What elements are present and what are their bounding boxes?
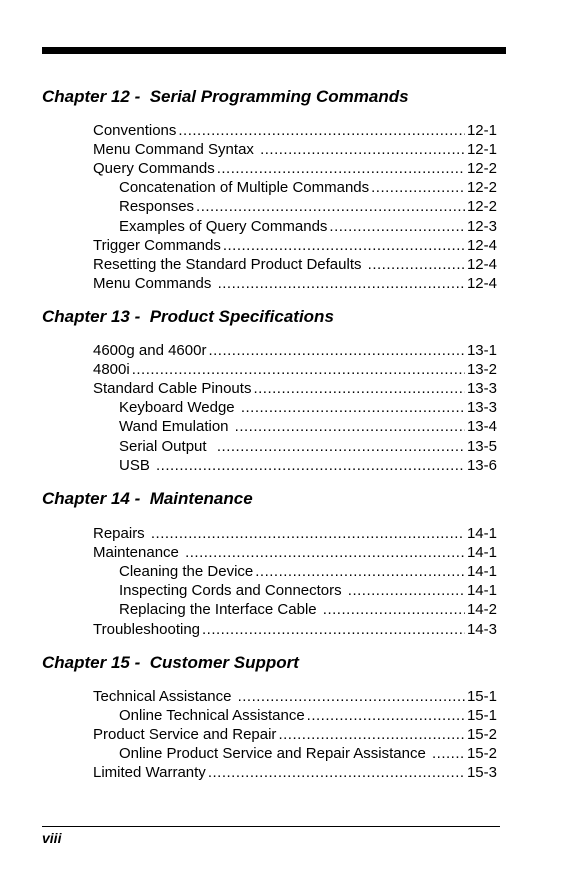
toc-entry-page: 13-6 (466, 457, 497, 474)
toc-entry-page: 13-1 (466, 342, 497, 359)
toc-entry-title: Product Service and Repair (93, 726, 277, 743)
toc-entry[interactable] (119, 744, 497, 763)
toc-entry-page: 12-1 (466, 141, 497, 158)
dot-leader (307, 706, 465, 725)
toc-entry-page: 15-3 (466, 764, 497, 781)
toc-entry-title: Keyboard Wedge (119, 399, 239, 416)
toc-entry[interactable] (93, 159, 497, 178)
toc-entry-page: 15-1 (466, 688, 497, 705)
dot-leader (260, 140, 465, 159)
toc-entry[interactable] (119, 178, 497, 197)
dot-leader (208, 763, 465, 782)
dot-leader (235, 417, 465, 436)
toc-entry-page: 12-4 (466, 275, 497, 292)
dot-leader (238, 687, 465, 706)
dot-leader (218, 274, 465, 293)
toc-entry-page: 12-2 (466, 179, 497, 196)
dot-leader (196, 197, 465, 216)
toc-entry[interactable] (93, 341, 497, 360)
toc-entry-page: 13-5 (466, 438, 497, 455)
toc-entry-title: Responses (119, 198, 195, 215)
dot-leader (178, 121, 465, 140)
toc-entry-title: Limited Warranty (93, 764, 206, 781)
toc-entry[interactable] (119, 217, 497, 236)
toc-entry-title: Menu Command Syntax (93, 141, 259, 158)
toc-entry-title: Cleaning the Device (119, 563, 254, 580)
dot-leader (223, 236, 465, 255)
dot-leader (432, 744, 465, 763)
toc-entry-title: Online Technical Assistance (119, 707, 305, 724)
toc-entry-title: Troubleshooting (93, 621, 201, 638)
toc-entry[interactable] (119, 600, 497, 619)
dot-leader (323, 600, 465, 619)
toc-entry-title: Replacing the Interface Cable (119, 601, 321, 618)
toc-entry[interactable] (93, 524, 497, 543)
toc-entry[interactable] (93, 121, 497, 140)
dot-leader (151, 524, 465, 543)
toc-entry-page: 12-4 (466, 256, 497, 273)
chapter-heading: Chapter 12 - Serial Programming Commands (42, 87, 409, 106)
toc-entry-title: 4600g and 4600r (93, 342, 207, 359)
toc-entry-page: 14-1 (466, 563, 497, 580)
toc-entry[interactable] (93, 236, 497, 255)
dot-leader (371, 178, 465, 197)
dot-leader (368, 255, 465, 274)
dot-leader (217, 437, 465, 456)
toc-entry-title: Trigger Commands (93, 237, 221, 254)
toc-entry[interactable] (93, 140, 497, 159)
toc-entry-title: Conventions (93, 122, 177, 139)
toc-entry[interactable] (93, 274, 497, 293)
dot-leader (329, 217, 465, 236)
toc-entry-title: Query Commands (93, 160, 215, 177)
toc-entry-title: USB (119, 457, 155, 474)
chapter-heading: Chapter 15 - Customer Support (42, 653, 299, 672)
toc-entry[interactable] (119, 197, 497, 216)
dot-leader (278, 725, 465, 744)
toc-entry[interactable] (119, 706, 497, 725)
dot-leader (241, 398, 465, 417)
dot-leader (217, 159, 465, 178)
toc-entry-page: 13-3 (466, 399, 497, 416)
toc-entry-title: Resetting the Standard Product Defaults (93, 256, 366, 273)
chapter-heading: Chapter 13 - Product Specifications (42, 307, 334, 326)
toc-entry[interactable] (119, 417, 497, 436)
footer-rule (42, 826, 500, 827)
header-rule (42, 47, 506, 54)
toc-entry-page: 14-1 (466, 544, 497, 561)
toc-entry-page: 15-2 (466, 726, 497, 743)
toc-entry[interactable] (93, 763, 497, 782)
toc-entry[interactable] (93, 360, 497, 379)
toc-entry[interactable] (119, 437, 497, 456)
page-number: viii (42, 830, 62, 846)
toc-entry-title: 4800i (93, 361, 130, 378)
dot-leader (202, 620, 465, 639)
toc-entry-page: 12-1 (466, 122, 497, 139)
toc-entry-title: Inspecting Cords and Connectors (119, 582, 346, 599)
chapter-heading: Chapter 14 - Maintenance (42, 489, 253, 508)
dot-leader (132, 360, 465, 379)
toc-entry[interactable] (93, 379, 497, 398)
dot-leader (156, 456, 465, 475)
toc-entry-title: Examples of Query Commands (119, 218, 328, 235)
toc-entry-title: Concatenation of Multiple Commands (119, 179, 370, 196)
toc-entry-page: 15-1 (466, 707, 497, 724)
toc-entry[interactable] (93, 543, 497, 562)
dot-leader (185, 543, 465, 562)
toc-entry-page: 12-2 (466, 160, 497, 177)
toc-entry-title: Online Product Service and Repair Assistance (119, 745, 430, 762)
toc-entry-title: Wand Emulation (119, 418, 233, 435)
toc-entry-title: Serial Output (119, 438, 215, 455)
toc-entry-page: 12-2 (466, 198, 497, 215)
dot-leader (208, 341, 465, 360)
toc-entry-page: 12-4 (466, 237, 497, 254)
toc-entry-page: 15-2 (466, 745, 497, 762)
dot-leader (255, 562, 465, 581)
toc-entry-title: Repairs (93, 525, 149, 542)
toc-entry[interactable] (119, 456, 497, 475)
toc-entry[interactable] (93, 687, 497, 706)
toc-entry[interactable] (93, 620, 497, 639)
dot-leader (348, 581, 465, 600)
dot-leader (253, 379, 465, 398)
toc-entry-title: Menu Commands (93, 275, 216, 292)
toc-entry[interactable] (119, 562, 497, 581)
toc-entry-title: Technical Assistance (93, 688, 236, 705)
toc-entry-page: 14-1 (466, 525, 497, 542)
toc-entry-page: 14-2 (466, 601, 497, 618)
toc-entry-title: Maintenance (93, 544, 184, 561)
toc-entry-page: 13-3 (466, 380, 497, 397)
toc-entry-page: 13-2 (466, 361, 497, 378)
toc-entry[interactable] (93, 725, 497, 744)
toc-entry[interactable] (119, 398, 497, 417)
toc-entry-page: 14-1 (466, 582, 497, 599)
toc-entry-page: 14-3 (466, 621, 497, 638)
toc-entry[interactable] (93, 255, 497, 274)
toc-entry-title: Standard Cable Pinouts (93, 380, 252, 397)
toc-entry-page: 12-3 (466, 218, 497, 235)
toc-entry[interactable] (119, 581, 497, 600)
toc-entry-page: 13-4 (466, 418, 497, 435)
